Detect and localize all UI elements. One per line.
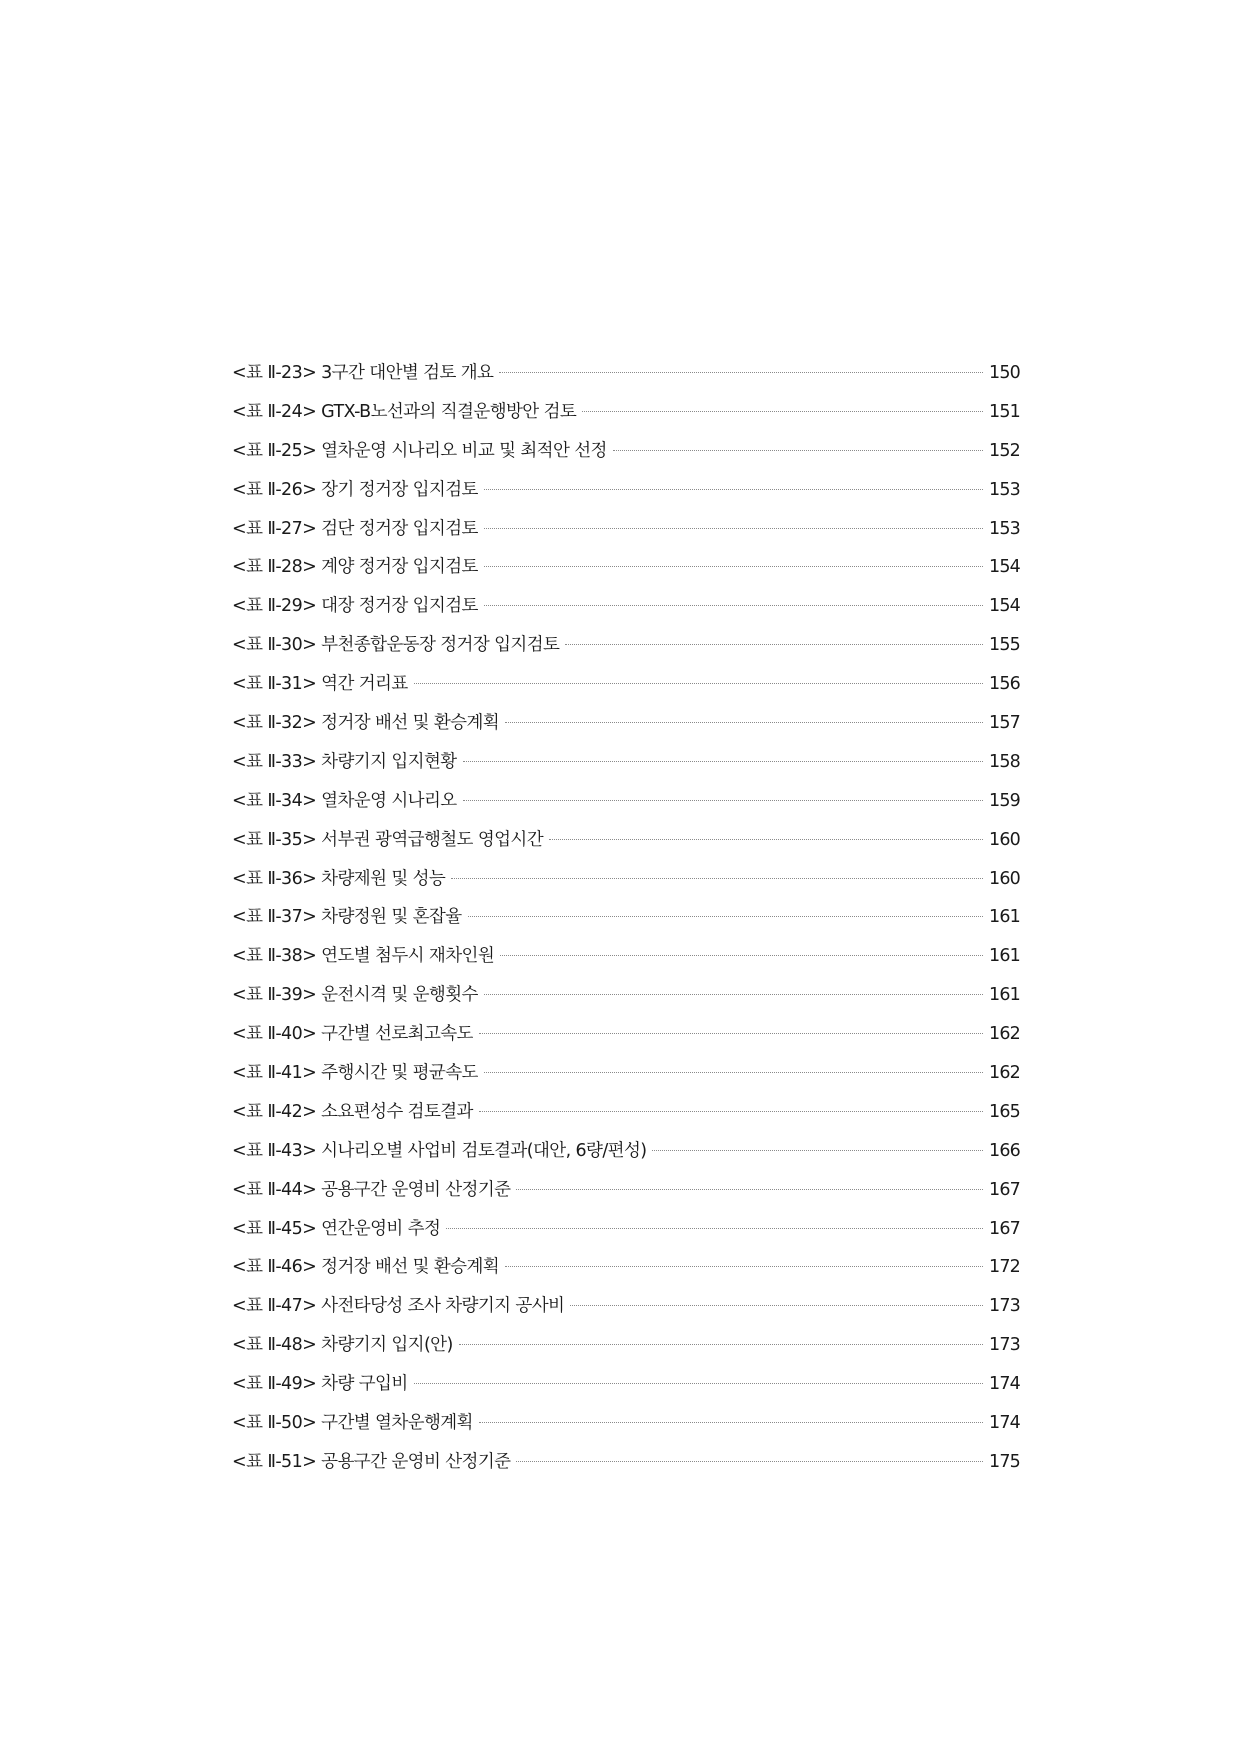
toc-entry-page: 157 [989,713,1021,734]
dot-leader [463,761,983,762]
toc-entry-page: 173 [989,1296,1021,1317]
toc-entry-page: 161 [989,985,1021,1006]
toc-entry[interactable] [232,517,1019,556]
toc-entry[interactable] [232,750,1019,789]
toc-entry[interactable] [232,711,1019,750]
toc-entry[interactable] [232,867,1019,906]
toc-entry-label: <표 Ⅱ-31> 역간 거리표 [232,674,408,695]
toc-entry-page: 167 [989,1218,1021,1239]
toc-entry-label: <표 Ⅱ-49> 차량 구입비 [232,1374,408,1395]
dot-leader [570,1305,983,1306]
dot-leader [516,1461,983,1462]
toc-entry[interactable] [232,828,1019,867]
dot-leader [484,605,983,606]
toc-entry-page: 158 [989,751,1021,772]
dot-leader [505,1266,983,1267]
toc-entry-label: <표 Ⅱ-24> GTX-B노선과의 직결운행방안 검토 [232,401,577,422]
toc-entry[interactable] [232,1255,1019,1294]
dot-leader [414,1383,983,1384]
toc-entry-label: <표 Ⅱ-29> 대장 정거장 입지검토 [232,596,478,617]
dot-leader [505,722,983,723]
dot-leader [484,994,983,995]
dot-leader [484,489,983,490]
toc-entry-page: 153 [989,479,1021,500]
toc-entry-page: 150 [989,363,1021,383]
toc-entry[interactable] [232,594,1019,633]
dot-leader [414,683,983,684]
toc-entry[interactable] [232,478,1019,517]
toc-entry-page: 151 [989,401,1021,422]
toc-entry-label: <표 Ⅱ-40> 구간별 선로최고속도 [232,1024,473,1045]
dot-leader [499,372,983,373]
toc-entry-page: 154 [989,557,1021,578]
toc-entry-label: <표 Ⅱ-35> 서부권 광역급행철도 영업시간 [232,829,544,850]
dot-leader [613,450,983,451]
toc-entry[interactable] [232,789,1019,828]
toc-entry[interactable] [232,1217,1019,1256]
dot-leader [565,644,983,645]
toc-entry-page: 161 [989,946,1021,967]
toc-entry-label: <표 Ⅱ-37> 차량정원 및 혼잡율 [232,907,462,928]
dot-leader [479,1033,983,1034]
toc-entry-label: <표 Ⅱ-23> 3구간 대안별 검토 개요 [232,363,494,383]
toc-entry-label: <표 Ⅱ-30> 부천종합운동장 정거장 입지검토 [232,635,560,656]
toc-entry-label: <표 Ⅱ-36> 차량제원 및 성능 [232,868,446,889]
dot-leader [484,566,983,567]
toc-entry[interactable] [232,983,1019,1022]
toc-entry[interactable] [232,1139,1019,1178]
toc-entry[interactable] [232,944,1019,983]
toc-entry[interactable] [232,1178,1019,1217]
toc-entry[interactable] [232,905,1019,944]
dot-leader [463,800,983,801]
toc-entry[interactable] [232,1372,1019,1411]
toc-entry-page: 162 [989,1063,1021,1084]
toc-entry-page: 172 [989,1257,1021,1278]
toc-entry-page: 154 [989,596,1021,617]
dot-leader [652,1150,983,1151]
toc-entry[interactable] [232,1022,1019,1061]
dot-leader [582,411,983,412]
dot-leader [446,1228,983,1229]
toc-entry[interactable] [232,555,1019,594]
toc-entry-label: <표 Ⅱ-34> 열차운영 시나리오 [232,790,457,811]
dot-leader [459,1344,983,1345]
toc-entry-label: <표 Ⅱ-45> 연간운영비 추정 [232,1218,441,1239]
toc-entry-page: 167 [989,1179,1021,1200]
toc-entry[interactable] [232,439,1019,478]
toc-entry-page: 161 [989,907,1021,928]
toc-entry-page: 153 [989,518,1021,539]
toc-entry-page: 166 [989,1140,1021,1161]
toc-entry-page: 155 [989,635,1021,656]
toc-entry-label: <표 Ⅱ-28> 계양 정거장 입지검토 [232,557,478,578]
dot-leader [484,1072,983,1073]
toc-entry-page: 159 [989,790,1021,811]
toc-entry-page: 174 [989,1413,1021,1434]
dot-leader [516,1189,983,1190]
toc-entry-label: <표 Ⅱ-50> 구간별 열차운행계획 [232,1413,473,1434]
toc-entry[interactable] [232,361,1019,400]
toc-entry-label: <표 Ⅱ-43> 시나리오별 사업비 검토결과(대안, 6량/편성) [232,1140,647,1161]
toc-entry-label: <표 Ⅱ-48> 차량기지 입지(안) [232,1335,453,1356]
toc-entry-page: 175 [989,1451,1021,1472]
toc-entry-page: 160 [989,868,1021,889]
toc-entry-page: 160 [989,829,1021,850]
toc-entry[interactable] [232,1333,1019,1372]
dot-leader [484,528,983,529]
toc-entry-label: <표 Ⅱ-46> 정거장 배선 및 환승계획 [232,1257,500,1278]
dot-leader [479,1422,983,1423]
toc-entry-page: 156 [989,674,1021,695]
dot-leader [479,1111,983,1112]
dot-leader [549,839,983,840]
toc-entry[interactable] [232,633,1019,672]
toc-entry-label: <표 Ⅱ-41> 주행시간 및 평균속도 [232,1063,478,1084]
dot-leader [451,878,983,879]
toc-entry-label: <표 Ⅱ-38> 연도별 첨두시 재차인원 [232,946,495,967]
dot-leader [500,955,983,956]
toc-entry-label: <표 Ⅱ-42> 소요편성수 검토결과 [232,1101,473,1122]
toc-entry-label: <표 Ⅱ-27> 검단 정거장 입지검토 [232,518,478,539]
toc-entry-label: <표 Ⅱ-39> 운전시격 및 운행횟수 [232,985,478,1006]
toc-entry-label: <표 Ⅱ-32> 정거장 배선 및 환승계획 [232,713,500,734]
toc-entry[interactable] [232,1294,1019,1333]
toc-entry-page: 152 [989,440,1021,461]
toc-entry-label: <표 Ⅱ-26> 장기 정거장 입지검토 [232,479,478,500]
toc-entry-page: 165 [989,1101,1021,1122]
toc-entry-label: <표 Ⅱ-25> 열차운영 시나리오 비교 및 최적안 선정 [232,440,607,461]
dot-leader [468,916,983,917]
toc-entry-page: 174 [989,1374,1021,1395]
toc-entry[interactable] [232,672,1019,711]
toc-entry-label: <표 Ⅱ-33> 차량기지 입지현황 [232,751,457,772]
toc-entry-label: <표 Ⅱ-47> 사전타당성 조사 차량기지 공사비 [232,1296,565,1317]
toc-entry[interactable] [232,1061,1019,1100]
toc-entry-label: <표 Ⅱ-51> 공용구간 운영비 산정기준 [232,1451,511,1472]
toc-entry[interactable] [232,1411,1019,1450]
table-of-tables [232,361,1019,1489]
toc-entry-label: <표 Ⅱ-44> 공용구간 운영비 산정기준 [232,1179,511,1200]
toc-entry[interactable] [232,400,1019,439]
toc-entry[interactable] [232,1100,1019,1139]
toc-entry-page: 173 [989,1335,1021,1356]
toc-entry[interactable] [232,1450,1019,1489]
toc-entry-page: 162 [989,1024,1021,1045]
